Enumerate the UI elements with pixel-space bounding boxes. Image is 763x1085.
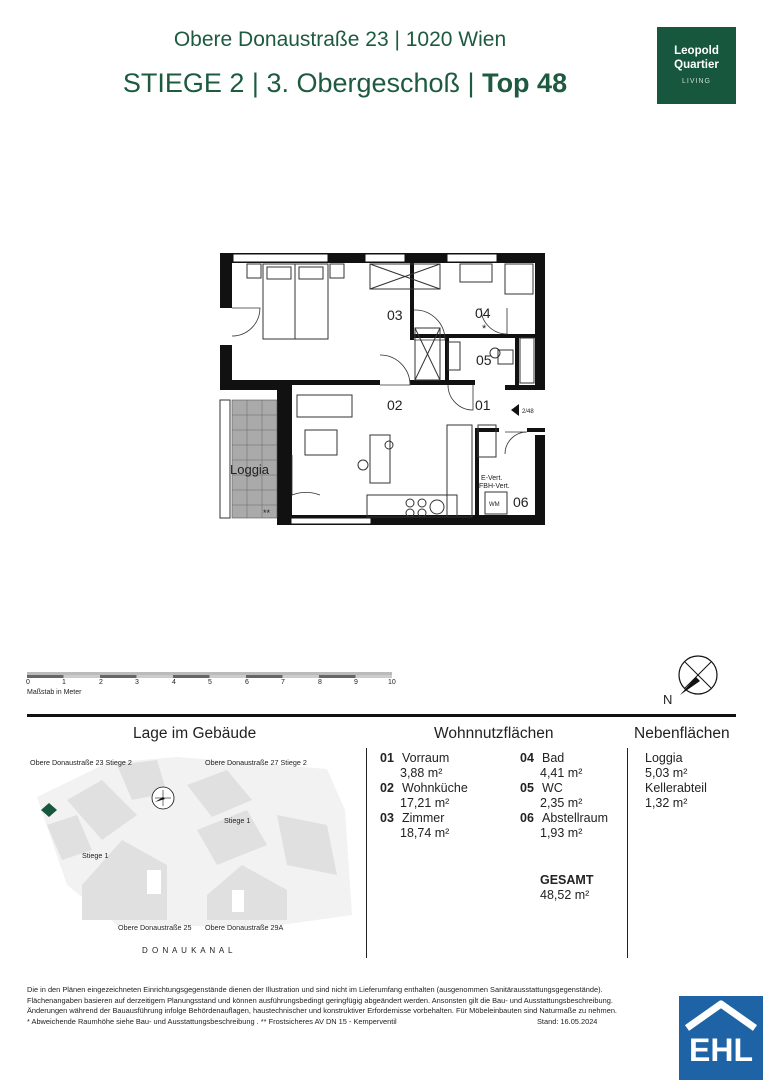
fbh-vert-label: FBH-Vert. [479, 483, 510, 490]
window-kitchen [291, 518, 371, 524]
total-label: GESAMT [540, 873, 594, 887]
unit-title-part1: STIEGE 2 | 3. Obergeschoß | [122, 68, 483, 98]
site-label-odst27: Obere Donaustraße 27 Stiege 2 [205, 758, 307, 767]
room-label-03: 03 [387, 307, 403, 323]
column-divider-1 [366, 748, 367, 958]
disclaimer-line: * Abweichende Raumhöhe siehe Bau- und Ausstattungsbeschreibung . ** Frostsicheres AV DN 15 - Kemperventil [27, 1016, 397, 1026]
scale-tick: 5 [208, 679, 212, 686]
area-value: 2,35 m² [540, 796, 583, 810]
area-name: Vorraum [402, 751, 450, 765]
site-label-odst29a: Obere Donaustraße 29A [205, 923, 284, 932]
scale-ticks [26, 679, 406, 691]
unit-number: Top 48 [482, 68, 568, 98]
area-name: Wohnküche [402, 781, 468, 795]
room-label-02: 02 [387, 397, 403, 413]
scale-tick: 0 [26, 679, 30, 686]
area-value: 17,21 m² [400, 796, 450, 810]
area-item-05 [520, 781, 582, 811]
area-name: WC [542, 781, 563, 795]
kitchen-island [370, 435, 390, 483]
wall-bath-bottom [410, 334, 535, 338]
scale-tick: 8 [318, 679, 322, 686]
disclaimer-line: Änderungen während der Bauausführung infolge Behördenauflagen, haustechnischer und konstruktiver Erfordernisse vorbehalten. Für Möbeleinbauten sind Naturmaße zu nehmen. [27, 1006, 617, 1015]
section-divider [27, 714, 736, 717]
scale-tick: 4 [172, 679, 176, 686]
room-label-04: 04 [475, 305, 491, 321]
wall-loggia-inner [277, 385, 292, 525]
area-value: 4,41 m² [540, 766, 583, 780]
project-address: Obere Donaustraße 23 | 1020 Wien [173, 28, 507, 51]
wall-room03-bottom-right [410, 380, 475, 385]
loggia-label: Loggia [230, 462, 270, 477]
scale-label: Maßstab in Meter [27, 689, 82, 696]
wall-right-upper [535, 253, 545, 390]
bath-sink [460, 264, 492, 282]
door-ref: 2/48 [522, 409, 534, 415]
door-arc-hall [448, 385, 473, 410]
neben-item-keller [645, 781, 707, 811]
room-label-06: 06 [513, 494, 529, 510]
neben-name: Loggia [645, 751, 683, 765]
wall-left-upper [220, 253, 232, 308]
total-value: 48,52 m² [540, 888, 590, 902]
window-bath [447, 254, 497, 262]
scale-tick: 10 [388, 679, 396, 686]
disclaimer-line: Flächenangaben basieren auf derzeitigem Planungsstand und können ausführungsbedingt geringfügig abgeändert werden. Ansonsten gilt die Bau- und Ausstattungsbeschreibung. [27, 995, 613, 1005]
area-num: 04 [520, 751, 534, 765]
area-num: 01 [380, 751, 394, 765]
door-arc-bedroom [232, 308, 260, 336]
double-star-note: ** [263, 508, 271, 518]
room-label-05: 05 [476, 352, 492, 368]
area-item-03 [380, 811, 449, 841]
scale-bar-segments [27, 675, 392, 678]
neben-name: Kellerabteil [645, 781, 707, 795]
column-divider-2 [627, 748, 628, 958]
logo-line-3: LIVING [682, 78, 711, 85]
area-num: 06 [520, 811, 534, 825]
wc-sink [448, 342, 460, 370]
scale-tick: 1 [62, 679, 66, 686]
site-plan [27, 755, 362, 945]
disclaimer-date: Stand: 16.05.2024 [537, 1016, 598, 1026]
area-name: Abstellraum [542, 811, 608, 825]
door-arc-room03 [380, 355, 410, 385]
wall-right-lower [535, 435, 545, 525]
window-bedroom [233, 254, 328, 262]
area-item-06 [520, 811, 608, 841]
area-value: 3,88 m² [400, 766, 443, 780]
wohn-title: Wohnnutzflächen [434, 725, 554, 742]
area-total [540, 873, 593, 903]
leopold-quartier-logo [657, 27, 736, 104]
kitchen-tall-unit [447, 425, 472, 517]
area-num: 05 [520, 781, 534, 795]
wall-storage-top-right [527, 428, 545, 432]
sofa [297, 395, 352, 417]
site-title: Lage im Gebäude [133, 725, 257, 742]
scale-tick: 6 [245, 679, 249, 686]
neben-item-loggia [645, 751, 687, 781]
area-item-02 [380, 781, 468, 811]
loggia-floor [232, 400, 277, 518]
site-label-stiege1-right: Stiege 1 [224, 816, 251, 825]
wall-bath-left [410, 260, 414, 340]
logo-line-2: Quartier [674, 59, 719, 71]
e-vert-label: E-Vert. [481, 475, 503, 482]
neben-value: 1,32 m² [645, 796, 688, 810]
neben-title: Nebenflächen [634, 725, 730, 742]
star-note: * [482, 323, 487, 335]
shower [505, 264, 533, 294]
disclaimer-line: Die in den Plänen eingezeichneten Einrichtungsgegenstände dienen der Illustration und sind nicht im Lieferumfang enthalten (ausgenommen Sanitärausstattungsgegenstände). [27, 985, 603, 994]
scale-tick: 9 [354, 679, 358, 686]
area-item-01 [380, 751, 449, 781]
scale-tick: 7 [281, 679, 285, 686]
door-arc-storage [505, 432, 527, 454]
wall-wc-bottom [505, 385, 545, 390]
wm-label: WM [489, 502, 500, 508]
area-name: Zimmer [402, 811, 445, 825]
window-top-middle [365, 254, 405, 262]
loggia-railing [220, 400, 230, 518]
table [305, 430, 337, 455]
site-label-canal: D O N A U K A N A L [142, 946, 234, 955]
door-arc-loggia [292, 455, 320, 495]
area-num: 02 [380, 781, 394, 795]
ehl-logo [679, 996, 763, 1080]
scale-tick: 2 [99, 679, 103, 686]
area-item-04 [520, 751, 582, 781]
scale-tick: 3 [135, 679, 139, 686]
wall-room03-bottom-left [290, 380, 380, 385]
ehl-text: EHL [689, 1032, 753, 1068]
area-num: 03 [380, 811, 394, 825]
unit-title [0, 68, 690, 99]
site-label-stiege1-left: Stiege 1 [82, 851, 109, 860]
disclaimer [27, 985, 627, 1027]
area-value: 18,74 m² [400, 826, 450, 840]
site-label-odst25: Obere Donaustraße 25 [118, 923, 192, 932]
compass-north-label: N [663, 692, 673, 707]
site-label-odst23: Obere Donaustraße 23 Stiege 2 [30, 758, 132, 767]
area-value: 1,93 m² [540, 826, 583, 840]
room-label-01: 01 [475, 397, 491, 413]
area-name: Bad [542, 751, 565, 765]
entry-arrow-icon [511, 404, 519, 416]
wall-wc-right [515, 338, 519, 388]
neben-value: 5,03 m² [645, 766, 688, 780]
logo-line-1: Leopold [674, 45, 719, 57]
wc-shaft [520, 338, 534, 383]
floor-plan [215, 250, 545, 535]
